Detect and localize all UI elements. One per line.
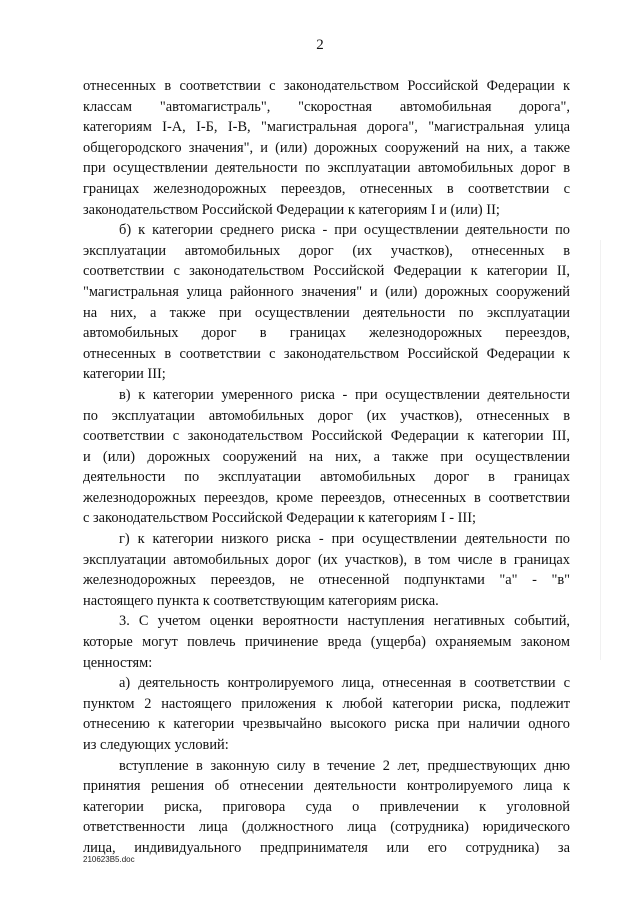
text-line: законодательством Российской Федерации к категориям I и (или) II; [83, 201, 500, 218]
text-line: отнесенных в соответствии с законодательством Российской Федерации к [83, 78, 570, 94]
text-line: из следующих условий: [83, 737, 229, 753]
text-line: отнесению к категории чрезвычайно высокого риска при наличии одного [83, 716, 570, 733]
text-line: категории риска, приговора суда о привлечении к уголовной [83, 798, 570, 815]
text-line: а) деятельность контролируемого лица, отнесенная в соответствии с [119, 675, 570, 692]
text-line: лица, индивидуального предпринимателя или его сотрудника) за [83, 839, 570, 856]
text-line: железнодорожных переездов, кроме переездов, отнесенных в соответствии [83, 489, 570, 506]
text-line: классам "автомагистраль", "скоростная автомобильная дорога", [83, 98, 570, 115]
scan-edge-mark [600, 240, 601, 660]
text-line: с законодательством Российской Федерации к категориям I - III; [83, 510, 476, 527]
text-line: и (или) дорожных сооружений на них, а также при осуществлении [83, 448, 570, 465]
text-line: 3. С учетом оценки вероятности наступления негативных событий, [119, 613, 570, 630]
text-line: на них, а также при осуществлении деятельности по эксплуатации [83, 304, 570, 321]
text-line: которые могут повлечь причинение вреда (ущерба) охраняемым законом [83, 634, 570, 651]
text-line: деятельности по эксплуатации автомобильных дорог в границах [83, 469, 570, 486]
text-line: соответствии с законодательством Российской Федерации к категории III, [83, 428, 570, 445]
text-line: по эксплуатации автомобильных дорог (их участков), отнесенных в [83, 407, 570, 424]
text-line: эксплуатации автомобильных дорог (их участков), в том числе в границах [83, 551, 570, 568]
text-line: общегородского значения", и (или) дорожных сооружений на них, а также [83, 139, 570, 156]
text-line: настоящего пункта к соответствующим категориям риска. [83, 592, 439, 609]
text-line: "магистральная улица районного значения" и (или) дорожных сооружений [83, 283, 570, 300]
text-line: отнесенных в соответствии с законодательством Российской Федерации к [83, 345, 570, 362]
text-line: б) к категории среднего риска - при осуществлении деятельности по [119, 222, 570, 239]
text-line: категориям I-А, I-Б, I-В, "магистральная дорога", "магистральная улица [83, 119, 570, 136]
text-line: автомобильных дорог в границах железнодорожных переездов, [83, 325, 570, 342]
text-line: эксплуатации автомобильных дорог (их участков), отнесенных в [83, 242, 570, 259]
text-line: принятия решения об отнесении деятельности контролируемого лица к [83, 778, 570, 795]
text-line: соответствии с законодательством Российской Федерации к категории II, [83, 263, 570, 280]
text-line: вступление в законную силу в течение 2 лет, предшествующих дню [119, 757, 570, 774]
document-filename-footer: 210623B5.doc [83, 855, 135, 864]
text-line: железнодорожных переездов, не отнесенной подпунктами "а" - "в" [83, 572, 570, 589]
text-line: при осуществлении деятельности по эксплуатации автомобильных дорог в [83, 160, 570, 177]
text-line: г) к категории низкого риска - при осуществлении деятельности по [119, 531, 570, 548]
page-number: 2 [316, 37, 324, 53]
text-line: ценностям: [83, 654, 153, 671]
text-line: категории III; [83, 366, 166, 383]
text-line: ответственности лица (должностного лица (сотрудника) юридического [83, 819, 570, 836]
text-line: в) к категории умеренного риска - при осуществлении деятельности [119, 386, 570, 403]
text-line: пунктом 2 настоящего приложения к любой категории риска, подлежит [83, 695, 570, 712]
text-line: границах железнодорожных переездов, отнесенных в соответствии с [83, 180, 570, 197]
document-body [83, 76, 570, 859]
